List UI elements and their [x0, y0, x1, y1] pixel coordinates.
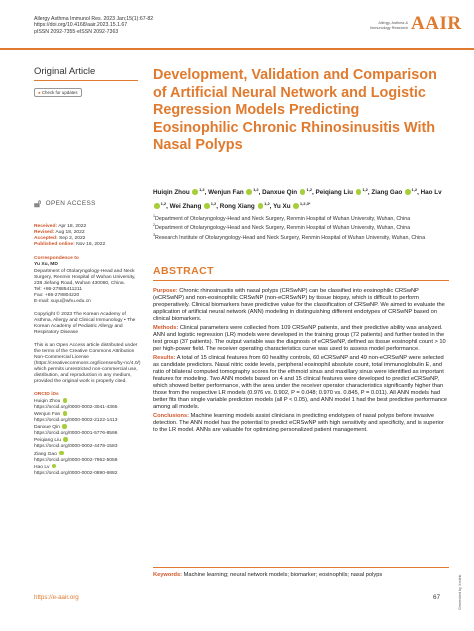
orcid-icon: [52, 464, 56, 468]
orcid-author: Hao Lv: [34, 464, 142, 471]
results-text: A total of 15 clinical features from 60 healthy controls, 60 eCRSwNP and 49 non-eCRSwNP were selected as candidate predictors. Nasal nitric oxide levels, peripheral eosinophil absolute count, total immunoglobulin E, and ratio of bilateral computed tomography scores for the ethmoid sinus and maxillary sinus were identified as important features for modeling. Two ANN models based on 4 and 15 clinical features were developed to predict eCRSwNP, which showed better performance, with the area under the receiver operator characteristics significantly higher than those from the respective LR models (0.976 vs. 0.902, P = 0.048; 0.970 vs. 0.845, P = 0.011). All ANN models had better fits than single variable prediction models (all P < 0.05), and ANN model 1 had the best predictive performance among all models.: [153, 355, 448, 410]
author-name: Huiqin Zhou: [153, 189, 192, 197]
correspondence-address: Department of Otolaryngology-Head and Neck Surgery, Renmin Hospital of Wuhan University, 238 Jiefang Road, Wuhan 430060, China.: [34, 268, 136, 286]
article-type: Original Article: [34, 66, 96, 77]
orcid-link[interactable]: https://orcid.org/0000-0002-4479-1583: [34, 444, 118, 450]
revised-label: Revised:: [34, 230, 55, 236]
orcid-icon[interactable]: [246, 189, 252, 195]
author-name: Wei Zhang: [169, 203, 204, 211]
page-number: 67: [433, 594, 441, 601]
accepted-date: Sep 2, 2022: [59, 236, 86, 242]
published-date: Nov 16, 2022: [76, 242, 106, 248]
generator-side-text: Generated by Xmlink: [458, 574, 462, 610]
orcid-icon[interactable]: [154, 203, 160, 209]
conclusions-text: Machine learning models assist clinicians in predicting endotypes of nasal polyps before invasive detection. The ANN model has the potential to predict eCRSwNP with high sensitivity and specificity, and is superior to the LR model. ANNs are valuable for optimizing personalized patient management.: [153, 413, 444, 433]
orcid-author: Ziang Gao: [34, 451, 142, 458]
abstract-conclusions: [153, 413, 449, 434]
orcid-icon[interactable]: [192, 189, 198, 195]
abstract-methods: [153, 325, 449, 353]
orcid-author: Danxue Qin: [34, 424, 142, 431]
orcid-icon[interactable]: [258, 203, 264, 209]
correspondence-block: [34, 256, 142, 305]
author-name: Rong Xiang: [219, 203, 257, 211]
author-name: Peiqiang Liu: [315, 189, 355, 197]
purpose-label: Purpose:: [153, 288, 178, 294]
author-name: Ziang Gao: [371, 189, 404, 197]
footer-url[interactable]: https://e-aair.org: [34, 594, 79, 601]
license-text: This is an Open Access article distributed under the terms of the Creative Commons Attribution Non-Commercial License (https://creativecommons.org/licenses/by-nc/4.0/) which permits unrestricted non-commercial use, distribution, and reproduction in any medium, provided the original work is properly cited.: [34, 342, 141, 385]
orcid-label: ORCID iDs: [34, 392, 59, 398]
check-updates-icon: ●: [38, 90, 41, 95]
abstract-body: [153, 288, 449, 434]
history-dates: [34, 224, 142, 248]
sidebar: [34, 66, 142, 477]
methods-label: Methods:: [153, 325, 179, 331]
orcid-list: [34, 398, 142, 476]
received-date: Apr 18, 2022: [58, 224, 87, 229]
orcid-icon: [62, 424, 66, 428]
author-name: Yu Xu: [273, 203, 293, 211]
copyright-block: [34, 312, 142, 385]
author-affiliation-sup: 1,2: [199, 187, 205, 192]
open-access-icon: 🔓︎: [34, 198, 42, 210]
keywords-label: Keywords:: [153, 572, 183, 578]
issn-line: pISSN 2092-7355·eISSN 2092-7363: [34, 28, 119, 35]
accepted-label: Accepted:: [34, 236, 58, 242]
author-name: Danxue Qin: [262, 189, 299, 197]
author-affiliation-sup: 1,2: [306, 187, 313, 192]
journal-citation: [34, 16, 153, 35]
orcid-link[interactable]: https://orcid.org/0000-0002-2122-1413: [34, 418, 118, 424]
author-affiliation-sup: 1,2: [253, 187, 259, 192]
abstract-purpose: [153, 288, 449, 323]
orcid-icon: [59, 451, 63, 455]
journal-logo-caption: Allergy, Asthma & Immunology Research: [370, 21, 408, 30]
orcid-author: Peiqiang Liu: [34, 437, 142, 444]
open-access-label: OPEN ACCESS: [45, 200, 96, 207]
results-label: Results:: [153, 355, 176, 361]
purpose-text: Chronic rhinosinusitis with nasal polyps (CRSwNP) can be classified into eosinophilic CRSwNP (eCRSwNP) and non-eosinophilic CRSwNP (non-eCRSwNP) by tissue biopsy, which is difficult to perform preoperatively. Clinical biomarkers have predictive value for the classification of CRSwNP. We aimed to evaluate the application of artificial neural network (ANN) modeling in distinguishing different endotypes of CRSwNP based on clinical biomarkers.: [153, 288, 445, 322]
author-name: Wenjun Fan: [208, 189, 246, 197]
orcid-icon[interactable]: [405, 189, 411, 195]
abstract-results: [153, 355, 449, 411]
orcid-icon[interactable]: [356, 189, 362, 195]
affiliations: [153, 213, 443, 241]
affiliation-item: $^2$Department of Otolaryngology-Head and Neck Surgery, Renmin Hospital of Wuhan University, Wuhan, China: [153, 223, 411, 232]
correspondence-label: Correspondence to: [34, 256, 79, 262]
orcid-icon: [63, 437, 67, 441]
orcid-icon[interactable]: [300, 189, 306, 195]
orcid-link[interactable]: https://orcid.org/0000-0002-0890-6882: [34, 470, 118, 476]
header-rule: [0, 48, 474, 50]
correspondence-name: Yu Xu, MD: [34, 262, 58, 268]
affiliation-item: $^1$Department of Otolaryngology-Head and Neck Surgery, Renmin Hospital of Wuhan University, Wuhan, China: [153, 214, 411, 222]
orcid-block: [34, 392, 142, 477]
author-affiliation-sup: 1,2: [160, 201, 167, 207]
affiliation-item: $^3$Research Institute of Otolaryngology-Head and Neck Surgery, Renmin Hospital of Wuhan University, Wuhan, China: [153, 232, 426, 241]
copyright-text: Copyright © 2023 The Korean Academy of Asthma, Allergy and Clinical Immunology • The Korean Academy of Pediatric Allergy and Respiratory Disease: [34, 312, 136, 336]
orcid-icon: [63, 398, 67, 402]
author-affiliation-sup: 1,2: [362, 187, 368, 192]
article-type-rule: [34, 80, 138, 81]
author-list: Huiqin Zhou $^{1,2}$, Wenjun Fan $^{1,2}$, Danxue Qin $^{1,2}$, Peiqiang Liu $^{1,2}$, Ziang Gao $^{1,2}$, Hao Lv $^{1,2}$, Wei Zhang $^{1,2}$, Rong Xiang $^{1,2}$, Yu Xu $^{1,2,3*}$: [153, 187, 442, 211]
author-affiliation-sup: 1,2: [210, 201, 217, 207]
orcid-author: Wenjun Fan: [34, 411, 142, 418]
journal-logo: AAIR: [411, 13, 462, 34]
methods-text: Clinical parameters were collected from 109 CRSwNP patients, and their predictive ability was analyzed. ANN and logistic regression (LR) models were developed in the training group (72 patients) and further tested in the test group (37 patients). The output variable was the diagnosis of eCRSwNP, defined as tissue eosinophil count > 10 per high-power field. The receiver operating characteristics curve was used to assess model performance.: [153, 325, 446, 352]
published-label: Published online:: [34, 242, 75, 248]
correspondence-email[interactable]: E-mail: xuyu@whu.edu.cn: [34, 299, 91, 305]
keywords-rule: [153, 567, 449, 568]
correspondence-fax: Fax: +86-278804220: [34, 292, 80, 298]
keywords-text: Machine learning; neural network models; biomarker; eosinophils; nasal polyps: [183, 572, 383, 578]
author-affiliation-sup: 1,2: [264, 201, 270, 207]
check-updates-button[interactable]: [34, 88, 82, 97]
correspondence-tel: Tel: +86-27885411211: [34, 286, 83, 292]
conclusions-label: Conclusions:: [153, 413, 190, 419]
abstract-heading: ABSTRACT: [153, 265, 214, 277]
orcid-icon[interactable]: [293, 203, 299, 209]
received-label: Received:: [34, 224, 58, 229]
journal-line: Allergy Asthma Immunol Res. 2023 Jan;15(1):67-82: [34, 16, 154, 22]
orcid-link[interactable]: https://orcid.org/0000-0001-5776-8596: [34, 431, 118, 437]
author-affiliation-sup: 1,2,3*: [299, 201, 311, 207]
orcid-author: Huiqin Zhou: [34, 398, 142, 405]
orcid-link[interactable]: https://orcid.org/0000-0002-3041-4365: [34, 405, 118, 411]
orcid-icon: [63, 411, 67, 415]
author-affiliation-sup: 1,2: [411, 187, 418, 192]
orcid-icon[interactable]: [204, 203, 210, 209]
abstract-rule: [153, 280, 449, 281]
open-access-block: [34, 192, 142, 211]
check-updates-label: Check for updates: [41, 90, 78, 95]
author-name: Hao Lv: [420, 189, 442, 197]
keywords: [153, 572, 449, 579]
doi-link[interactable]: https://doi.org/10.4168/aair.2023.15.1.67: [34, 22, 128, 29]
revised-date: Aug 18, 2022: [55, 230, 85, 236]
article-title: Development, Validation and Comparison of Artificial Neural Network and Logistic Regression Models Predicting Eosinophilic Chronic Rhinosinusitis With Nasal Polyps: [153, 67, 437, 154]
orcid-link[interactable]: https://orcid.org/0000-0002-7952-5058: [34, 457, 118, 463]
